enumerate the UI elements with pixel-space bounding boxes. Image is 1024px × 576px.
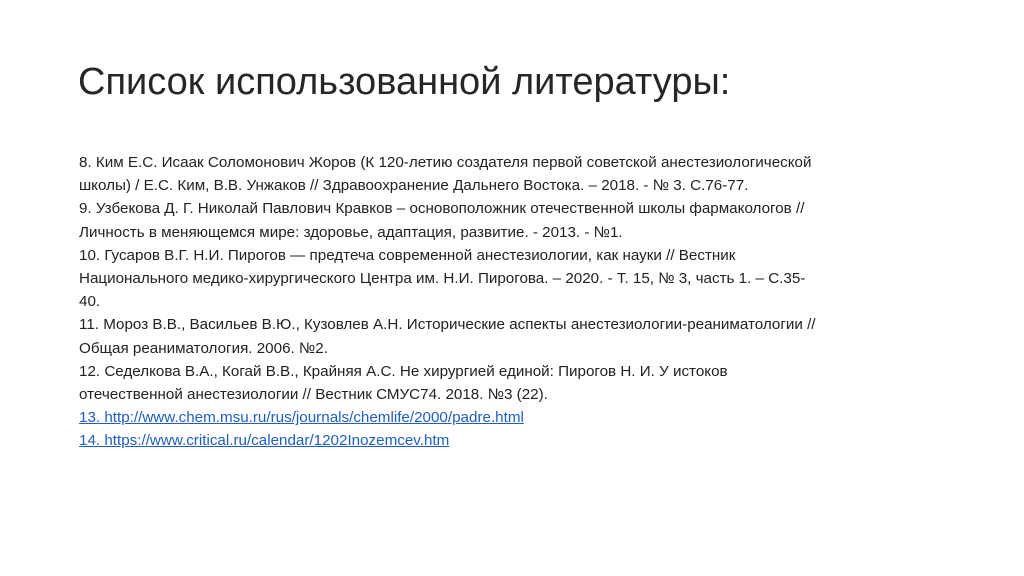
reference-line: Личность в меняющемся мире: здоровье, адаптация, развитие. - 2013. - №1. [79, 223, 623, 241]
reference-line: 40. [79, 293, 101, 311]
reference-line: 11. Мороз В.В., Васильев В.Ю., Кузовлев А.Н. Исторические аспекты анестезиологии-реаниматологии // [79, 316, 816, 334]
reference-line: отечественной анестезиологии // Вестник СМУС74. 2018. №3 (22). [79, 386, 548, 404]
reference-line: школы) / Е.С. Ким, В.В. Унжаков // Здравоохранение Дальнего Востока. – 2018. - № 3. С.76-77. [79, 177, 749, 195]
reference-line: Общая реаниматология. 2006. №2. [79, 339, 328, 357]
reference-item-11 [79, 313, 949, 359]
reference-line: 12. Седелкова В.А., Когай В.В., Крайняя А.С. Не хирургией единой: Пирогов Н. И. У истоков [79, 362, 728, 380]
reference-item-8 [79, 151, 949, 197]
reference-item-12 [79, 360, 949, 406]
reference-line: 9. Узбекова Д. Г. Николай Павлович Кравков – основоположник отечественной школы фармакологов // [79, 200, 805, 218]
reference-line: 8. Ким Е.С. Исаак Соломонович Жоров (К 120-летию создателя первой советской анестезиологической [79, 154, 812, 171]
reference-item-10 [79, 244, 949, 314]
reference-list [79, 151, 949, 453]
reference-item-9 [79, 197, 949, 243]
reference-line: 10. Гусаров В.Г. Н.И. Пирогов — предтеча современной анестезиологии, как науки // Вестник [79, 246, 736, 264]
reference-line: Национального медико-хирургического Центра им. Н.И. Пирогова. – 2020. - Т. 15, № 3, часть 1. – С.35- [79, 270, 806, 288]
slide-title: Список использованной литературы: [78, 61, 731, 103]
reference-link-13[interactable]: 13. http://www.chem.msu.ru/rus/journals/chemlife/2000/padre.html [79, 409, 524, 427]
reference-link-14[interactable]: 14. https://www.critical.ru/calendar/1202Inozemcev.htm [79, 432, 450, 450]
